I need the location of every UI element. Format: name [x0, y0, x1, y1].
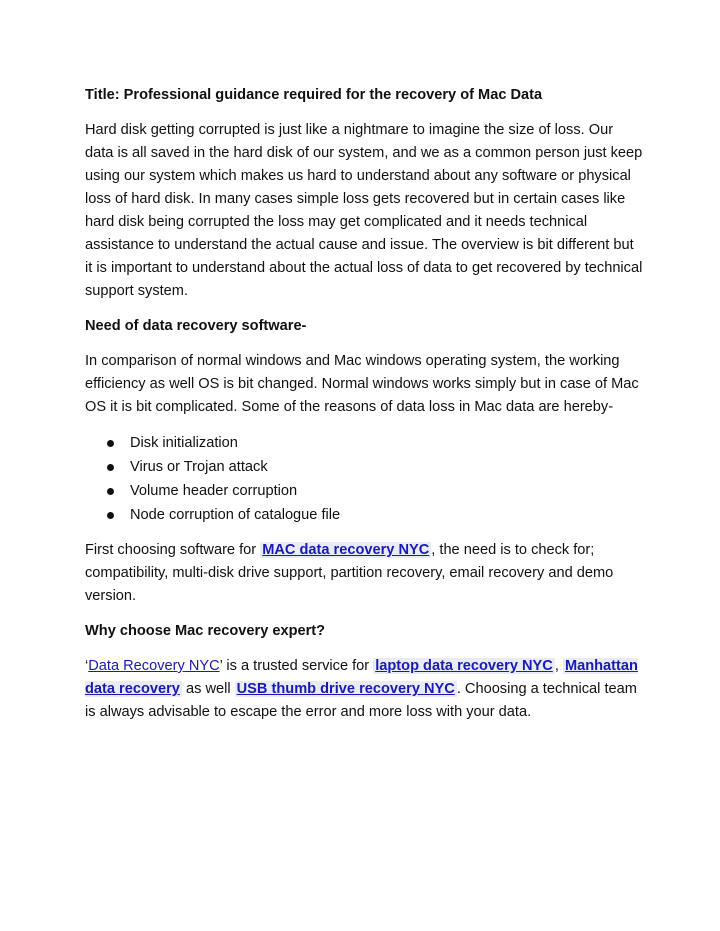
- manhattan-data-recovery-link[interactable]: Manhattan data recovery: [85, 658, 638, 697]
- mac-data-recovery-nyc-link[interactable]: MAC data recovery NYC: [262, 542, 430, 558]
- list-item: [107, 503, 645, 527]
- software-choice-paragraph: [85, 539, 645, 608]
- data-recovery-nyc-link[interactable]: Data Recovery NYC: [88, 658, 220, 674]
- software-choice-text-end: , the need is to check for; compatibility, multi-disk drive support, partition recovery, email recovery and demo version.: [85, 542, 614, 604]
- software-paragraph: In comparison of normal windows and Mac windows operating system, the working efficiency as well OS is bit changed. Normal windows works simply but in case of Mac OS it is bit complicated. Some of the reasons of data loss in Mac data are hereby-: [85, 353, 639, 415]
- laptop-data-recovery-nyc-link[interactable]: laptop data recovery NYC: [375, 658, 553, 674]
- list-item: [107, 431, 645, 455]
- list-item: [107, 455, 645, 479]
- bullet-icon: [107, 512, 114, 519]
- why-choose-text-1: ’ is a trusted service for: [219, 658, 374, 674]
- bullet-icon: [107, 488, 114, 495]
- why-choose-text-3: . Choosing a technical team is always advisable to escape the error and more loss with your data.: [85, 681, 637, 720]
- list-item-label: Volume header corruption: [130, 483, 298, 499]
- why-choose-paragraph: [85, 655, 645, 724]
- list-item-label: Node corruption of catalogue file: [130, 507, 341, 523]
- list-item-label: Disk initialization: [130, 435, 238, 451]
- section-heading-why-choose: Why choose Mac recovery expert?: [85, 623, 326, 639]
- list-item: [107, 479, 645, 503]
- bullet-icon: [107, 440, 114, 447]
- document-content: [85, 84, 645, 736]
- software-choice-text-start: First choosing software for: [85, 542, 261, 558]
- list-item-label: Virus or Trojan attack: [130, 459, 268, 475]
- comma-text: ,: [554, 658, 563, 674]
- document-title: Title: Professional guidance required for the recovery of Mac Data: [85, 87, 543, 103]
- bullet-icon: [107, 464, 114, 471]
- opening-quote: ‘: [85, 658, 89, 674]
- usb-thumb-drive-recovery-nyc-link[interactable]: USB thumb drive recovery NYC: [236, 681, 455, 697]
- section-heading-software: Need of data recovery software-: [85, 318, 307, 334]
- data-loss-reasons-list: [85, 431, 645, 527]
- intro-paragraph: Hard disk getting corrupted is just like a nightmare to imagine the size of loss. Our data is all saved in the hard disk of our system, and we as a common person just keep using our system which makes us hard to understand about any software or physical loss of hard disk. In many cases simple loss gets recovered but in certain cases like hard disk being corrupted the loss may get complicated and it needs technical assistance to understand the actual cause and issue. The overview is bit different but it is important to understand about the actual loss of data to get recovered by technical support system.: [85, 122, 643, 299]
- why-choose-text-2: as well: [181, 681, 235, 697]
